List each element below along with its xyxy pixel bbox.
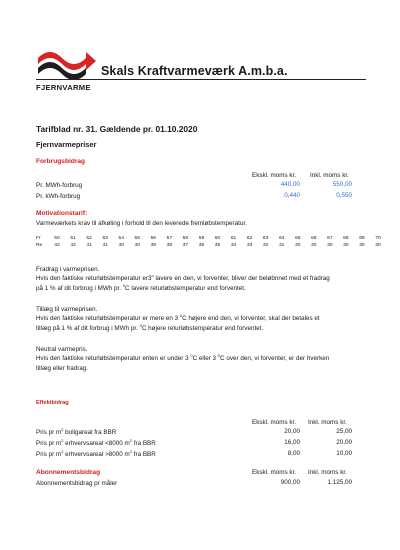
fr-value: 50 (54, 236, 60, 241)
re-value: 30 (295, 243, 301, 248)
fr-row (36, 236, 386, 241)
re-value: 36 (198, 243, 205, 248)
fr-value: 66 (311, 236, 317, 241)
re-value: 33 (246, 243, 253, 248)
document-subtitle: Fjernvarmepriser (36, 140, 97, 149)
fr-value: 52 (86, 236, 92, 241)
fr-value: 68 (343, 236, 349, 241)
effekt-row-label: Pris pr $m^2$ boligareal fra BBR (36, 426, 117, 436)
re-value: 34 (230, 243, 237, 248)
effekt-row-excl: 16,00 (284, 439, 300, 446)
effekt-row-incl: 20,00 (336, 439, 352, 446)
fradrag-paragraph (36, 265, 330, 293)
forbrug-row-incl: 0,550 (336, 192, 352, 199)
fr-value: 59 (198, 236, 205, 241)
fr-value: 67 (327, 236, 333, 241)
forbrug-row-label: Pr. MWh-forbrug (36, 182, 83, 189)
re-value: 30 (375, 243, 381, 248)
abonnement-row-label: Abonnementsbidrag pr måler (36, 480, 118, 487)
effekt-row-label: Pris pr $m^2$ erhvervsareal <8000 $m^2$ fra BBR (36, 437, 156, 447)
re-value: 39 (150, 243, 157, 248)
abonnement-row-incl: 1.125,00 (327, 479, 352, 486)
fradrag-line: Hvis den faktiske returløbstemperatur er3$^o$ lavere en den, vi forventer, bliver der beløbnnet med et fradrag (36, 273, 330, 283)
effekt-heading: Effektbidrag (36, 400, 69, 406)
re-value: 41 (86, 243, 92, 248)
re-row (36, 243, 386, 248)
fr-value: 53 (102, 236, 108, 241)
tillaeg-line: tillæg på 1 % af dit forbrug i MWh pr. $^0$C højere returløbstemperatur end forventet. (36, 322, 264, 332)
abonnement-col-excl: Ekskl. moms kr. (252, 469, 297, 476)
abonnement-col-incl: Inkl. moms kr. (308, 469, 347, 476)
fr-value: 60 (214, 236, 221, 241)
neutral-paragraph (36, 345, 329, 373)
document-title: Tarifblad nr. 31. Gældende pr. 01.10.2020 (36, 124, 198, 134)
re-value: 30 (311, 243, 317, 248)
re-value: 30 (359, 243, 365, 248)
fradrag-title: Fradrag i varmeprisen. (36, 266, 100, 273)
motivation-heading: Motivationstarif: (36, 210, 88, 217)
fr-value: 56 (150, 236, 157, 241)
re-value: 30 (327, 243, 333, 248)
forbrug-row-excl: 0,440 (284, 192, 300, 199)
re-value: 42 (70, 243, 76, 248)
fr-value: 63 (262, 236, 269, 241)
fr-value: 65 (295, 236, 301, 241)
department-label: FJERNVARME (36, 83, 91, 92)
re-value: 40 (134, 243, 140, 248)
tillaeg-title: Tillæg til varmeprisen. (36, 306, 98, 313)
effekt-row-label: Pris pr $m^2$ erhvervsareal >8000 $m^2$ fra BBR (36, 448, 156, 458)
abonnement-row-excl: 900,00 (280, 479, 300, 486)
fr-value: 58 (182, 236, 189, 241)
forbrug-col-excl: Ekskl. moms kr. (252, 172, 297, 179)
re-label: Re (36, 243, 43, 248)
motivation-intro: Varmeværkets krav til afkøling i forhold til den leverede fremløbstemperatur. (36, 220, 247, 227)
forbrug-heading: Forbrugsbidrag (36, 158, 86, 165)
neutral-line: tillæg eller fradrag. (36, 364, 89, 372)
neutral-title: Neutral varmepris. (36, 346, 88, 353)
fr-value: 61 (230, 236, 237, 241)
tillaeg-paragraph (36, 305, 320, 333)
fr-label: Fr (36, 236, 41, 241)
re-value: 30 (343, 243, 349, 248)
forbrug-col-incl: Inkl. moms kr. (310, 172, 349, 179)
fr-value: 55 (134, 236, 140, 241)
fradrag-line: på 1 % af dit forbrug i MWh pr. $^0$C lavere returløbstemperatur end forventet. (36, 282, 246, 292)
fr-value: 57 (166, 236, 173, 241)
tillaeg-line: Hvis den faktiske returløbstemperatur er mere en 3 $^0$C højere end den, vi forventer, skal der betales et (36, 313, 320, 323)
company-name: Skals Kraftvarmeværk A.m.b.a. (101, 64, 288, 78)
effekt-col-incl: Inkl. moms kr. (308, 419, 347, 426)
effekt-col-excl: Ekskl. moms kr. (252, 419, 297, 426)
effekt-row-incl: 25,00 (336, 428, 352, 435)
abonnement-heading: Abonnementsbidrag (36, 469, 101, 476)
effekt-row-excl: 8,00 (287, 450, 300, 457)
forbrug-row-incl: 550,00 (332, 181, 352, 188)
effekt-row-incl: 10,00 (336, 450, 352, 457)
fr-value: 70 (375, 236, 381, 241)
re-value: 37 (182, 243, 189, 248)
re-value: 35 (214, 243, 221, 248)
neutral-line: Hvis den faktiske returløbstemperatur enten er under 3 $^0$C eller 3 $^0$C over den, vi forventer, er der hverken (36, 353, 330, 363)
re-value: 41 (102, 243, 108, 248)
fr-value: 69 (359, 236, 365, 241)
re-value: 42 (54, 243, 60, 248)
re-value: 32 (262, 243, 269, 248)
effekt-row-excl: 20,00 (284, 428, 300, 435)
fr-value: 64 (278, 236, 285, 241)
temperature-table (36, 236, 386, 248)
fr-value: 51 (70, 236, 76, 241)
re-value: 38 (166, 243, 173, 248)
re-value: 40 (118, 243, 124, 248)
re-value: 31 (278, 243, 285, 248)
forbrug-row-excl: 440,00 (280, 181, 300, 188)
fr-value: 54 (118, 236, 124, 241)
fr-value: 62 (246, 236, 253, 241)
forbrug-row-label: Pr. kWh-forbrug (36, 193, 81, 200)
header-divider (36, 79, 366, 80)
